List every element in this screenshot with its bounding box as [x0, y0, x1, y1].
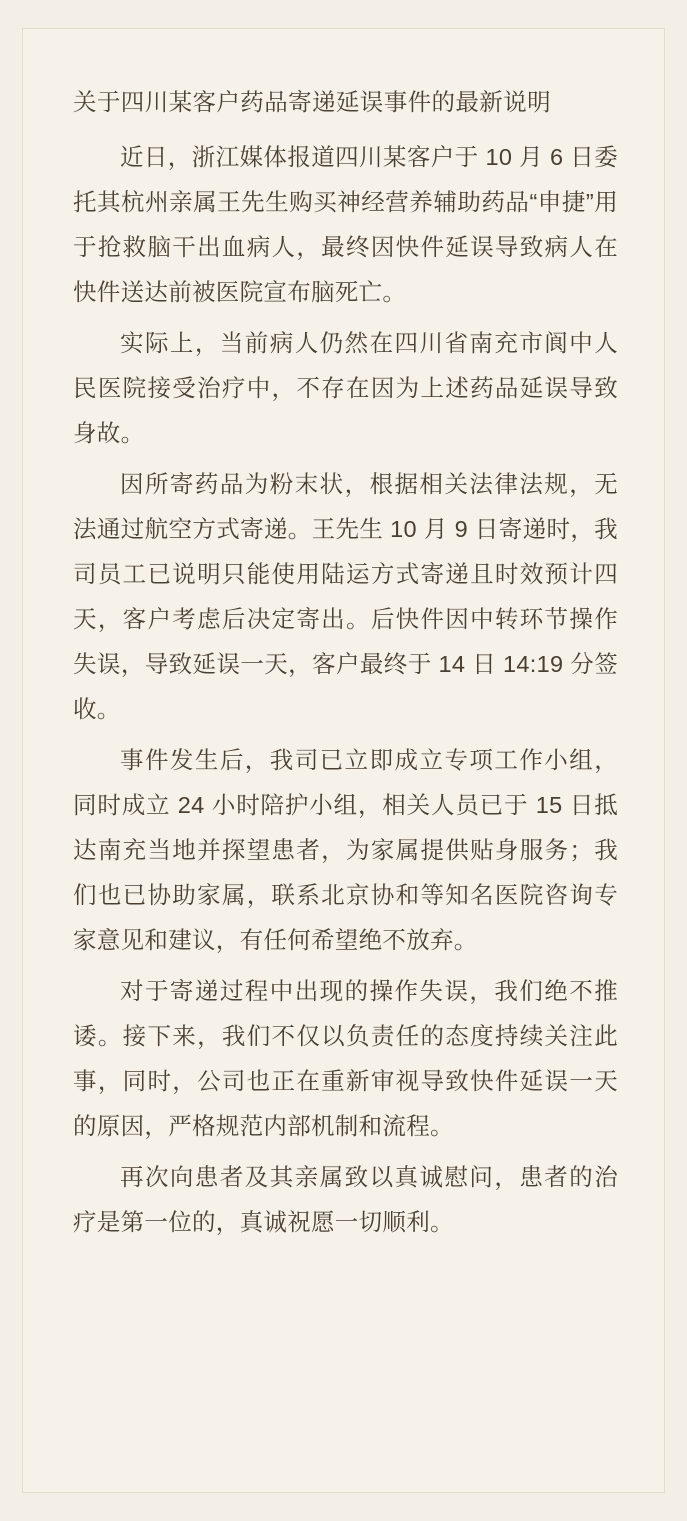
paragraph-1: 近日，浙江媒体报道四川某客户于 10 月 6 日委托其杭州亲属王先生购买神经营养辅助药品“申捷”用于抢救脑干出血病人，最终因快件延误导致病人在快件送达前被医院宣布脑死亡。 [73, 144, 618, 305]
paragraph-2: 实际上，当前病人仍然在四川省南充市阆中人民医院接受治疗中，不存在因为上述药品延误导致身故。 [73, 330, 618, 446]
paragraph-3: 因所寄药品为粉末状，根据相关法律法规，无法通过航空方式寄递。王先生 10 月 9 日寄递时，我司员工已说明只能使用陆运方式寄递且时效预计四天，客户考虑后决定寄出。后快件因中转环节操作失误，导致延误一天，客户最终于 14 日 14:19 分签收。 [73, 471, 618, 722]
statement-card [22, 28, 665, 1493]
paragraph-5: 对于寄递过程中出现的操作失误，我们绝不推诿。接下来，我们不仅以负责任的态度持续关注此事，同时，公司也正在重新审视导致快件延误一天的原因，严格规范内部机制和流程。 [73, 978, 618, 1139]
statement-body [73, 85, 634, 1245]
paragraph-6: 再次向患者及其亲属致以真诚慰问，患者的治疗是第一位的，真诚祝愿一切顺利。 [73, 1164, 618, 1235]
paragraph-4: 事件发生后，我司已立即成立专项工作小组，同时成立 24 小时陪护小组，相关人员已于 15 日抵达南充当地并探望患者，为家属提供贴身服务；我们也已协助家属，联系北京协和等知名医院咨询专家意见和建议，有任何希望绝不放弃。 [73, 747, 618, 953]
page-title: 关于四川某客户药品寄递延误事件的最新说明 [73, 89, 551, 115]
